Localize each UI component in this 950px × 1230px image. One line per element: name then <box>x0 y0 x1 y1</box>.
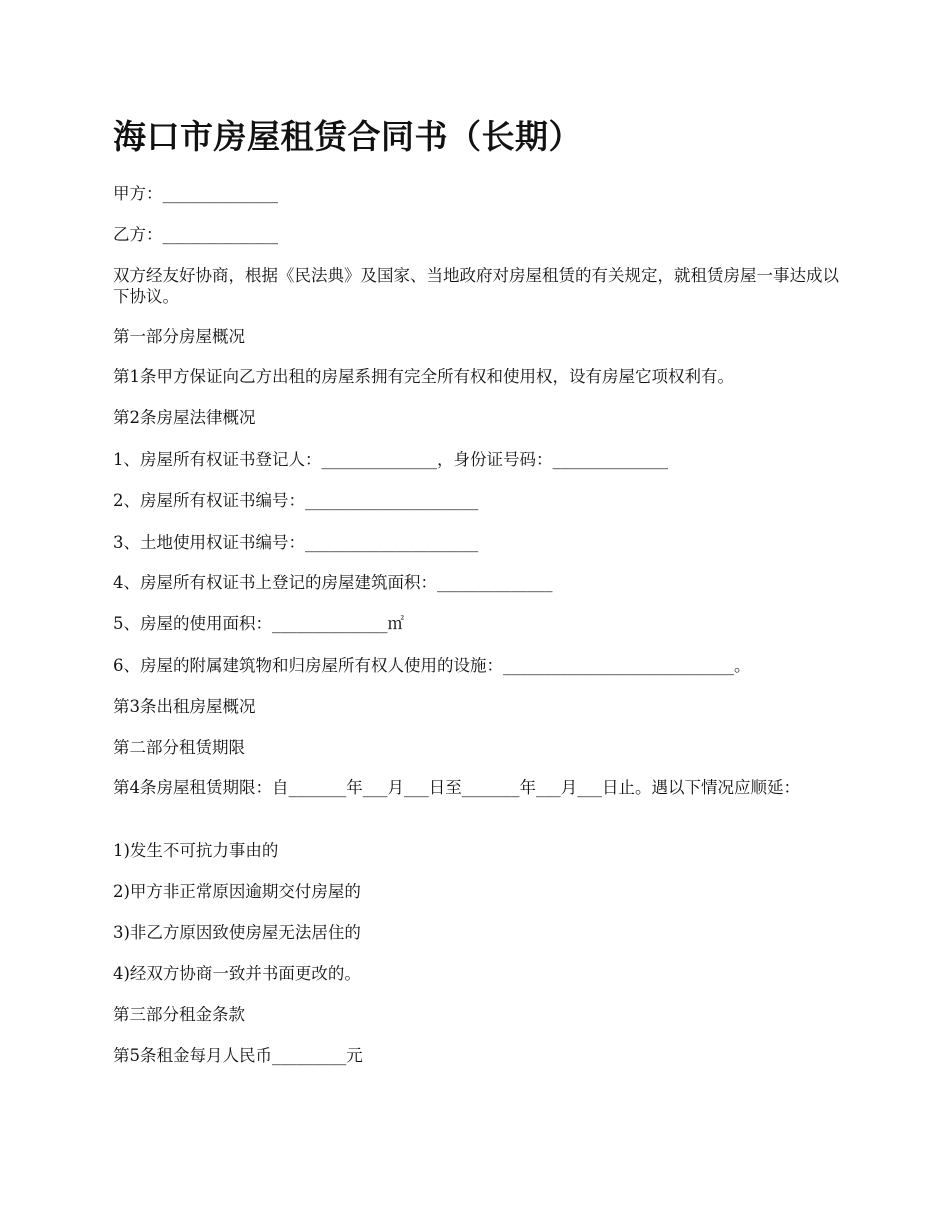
clause-item: 2、房屋所有权证书编号：_____________________ <box>113 491 479 510</box>
list-item: 4)经双方协商一致并书面更改的。 <box>113 964 361 983</box>
party-b-line: 乙方：______________ <box>113 225 278 244</box>
section-heading: 第二部分租赁期限 <box>113 738 245 757</box>
clause-item: 1、房屋所有权证书登记人：______________，身份证号码：______________ <box>113 450 668 469</box>
clause-item: 5、房屋的使用面积：______________㎡ <box>113 614 404 633</box>
section-heading: 第一部分房屋概况 <box>113 327 245 346</box>
clause-item: 3、土地使用权证书编号：_____________________ <box>113 533 479 552</box>
list-item: 1)发生不可抗力事由的 <box>113 841 279 860</box>
article-2-heading: 第2条房屋法律概况 <box>113 408 256 427</box>
party-a-line: 甲方：______________ <box>113 184 278 203</box>
article-4: 第4条房屋租赁期限：自_______年___月___日至_______年___月___日止。遇以下情况应顺延： <box>113 778 800 797</box>
section-heading: 第三部分租金条款 <box>113 1005 245 1024</box>
article-1: 第1条甲方保证向乙方出租的房屋系拥有完全所有权和使用权，设有房屋它项权利有。 <box>113 367 734 386</box>
list-item: 3)非乙方原因致使房屋无法居住的 <box>113 923 361 942</box>
clause-item: 4、房屋所有权证书上登记的房屋建筑面积：______________ <box>113 573 553 592</box>
article-5: 第5条租金每月人民币_________元 <box>113 1046 363 1065</box>
preamble-paragraph: 双方经友好协商，根据《民法典》及国家、当地政府对房屋租赁的有关规定，就租赁房屋一事达成以下协议。 <box>113 266 839 306</box>
document-title: 海口市房屋租赁合同书（长期） <box>113 117 582 156</box>
clause-item: 6、房屋的附属建筑物和归房屋所有权人使用的设施：____________________________。 <box>113 656 751 675</box>
list-item: 2)甲方非正常原因逾期交付房屋的 <box>113 882 361 901</box>
article-3-heading: 第3条出租房屋概况 <box>113 697 256 716</box>
